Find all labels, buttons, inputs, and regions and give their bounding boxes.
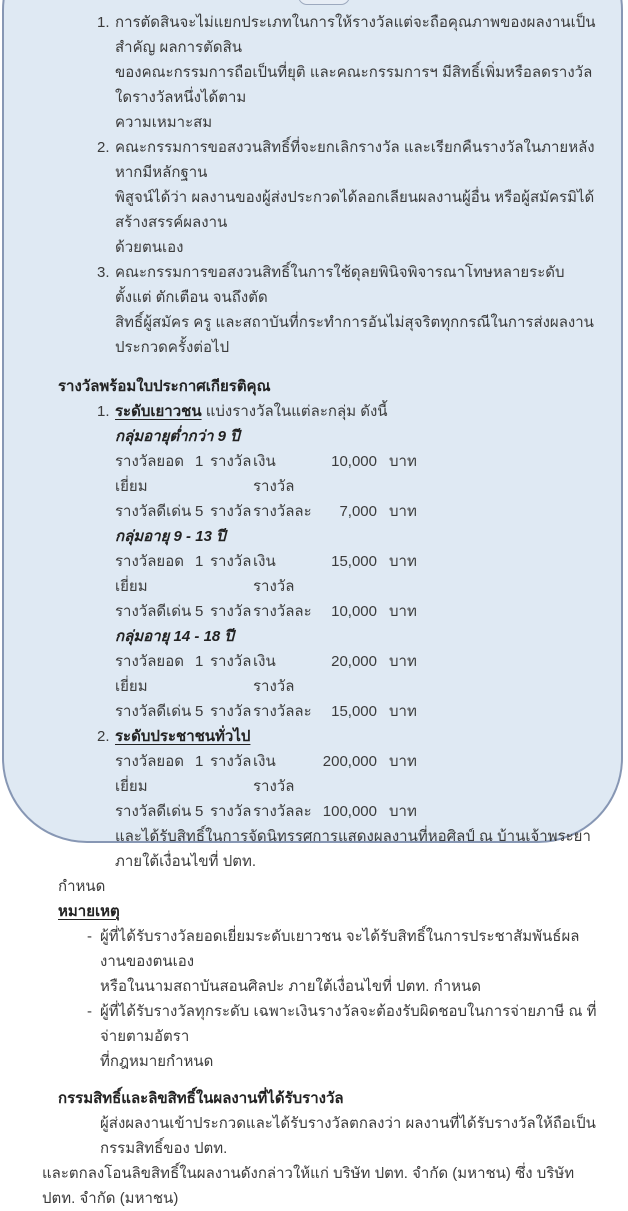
prize-unit: รางวัล <box>210 753 252 770</box>
prize-type: รางวัลละ <box>253 603 312 620</box>
prize-unit: รางวัล <box>210 803 252 820</box>
prize-count: 1 <box>195 453 204 470</box>
prize-type: เงินรางวัล <box>253 753 295 795</box>
prize-count: 1 <box>195 553 204 570</box>
rule-line: คณะกรรมการขอสงวนสิทธิ์ในการใช้ดุลยพินิจพิจารณาโทษหลายระดับตั้งแต่ ตักเตือน จนถึงตัด <box>115 264 565 306</box>
prize-type: รางวัลละ <box>253 703 312 720</box>
prize-count: 5 <box>195 603 204 620</box>
bullet-dash: - <box>87 928 92 945</box>
prize-unit: รางวัล <box>210 553 252 570</box>
prize-amount: 200,000 <box>322 753 377 770</box>
prize-currency: บาท <box>389 653 417 670</box>
prize-currency: บาท <box>389 453 417 470</box>
prize-label: รางวัลดีเด่น <box>115 703 192 720</box>
note-text <box>100 999 600 1074</box>
prize-type: เงินรางวัล <box>253 453 295 495</box>
prize-label: รางวัลยอดเยี่ยม <box>115 753 184 795</box>
rule-line: ความเหมาะสม <box>115 114 213 131</box>
prize-currency: บาท <box>389 753 417 770</box>
rule-line: ของคณะกรรมการถือเป็นที่ยุติ และคณะกรรมการฯ มีสิทธิ์เพิ่มหรือลดรางวัลใดรางวัลหนึ่งได้ตาม <box>115 64 593 106</box>
rule-text <box>115 260 600 360</box>
prize-unit: รางวัล <box>210 653 252 670</box>
prize-label: รางวัลดีเด่น <box>115 803 192 820</box>
rule-line: การตัดสินจะไม่แยกประเภทในการให้รางวัลแต่จะถือคุณภาพของผลงานเป็นสำคัญ ผลการตัดสิน <box>115 14 596 56</box>
prize-count: 5 <box>195 503 204 520</box>
note-bullet-1 <box>42 924 600 999</box>
rule-text <box>115 10 600 135</box>
prize-currency: บาท <box>389 803 417 820</box>
rule-line: คณะกรรมการขอสงวนสิทธิ์ที่จะยกเลิกรางวัล และเรียกคืนรางวัลในภายหลัง หากมีหลักฐาน <box>115 139 595 181</box>
rule-item-2 <box>42 135 600 260</box>
prize-row <box>115 599 600 624</box>
prize-currency: บาท <box>389 603 417 620</box>
prize-unit: รางวัล <box>210 453 252 470</box>
prize-currency: บาท <box>389 553 417 570</box>
prize-row <box>115 649 600 699</box>
prize-unit: รางวัล <box>210 603 252 620</box>
prize-label: รางวัลดีเด่น <box>115 603 192 620</box>
award-heading-rest: แบ่งรางวัลในแต่ละกลุ่ม ดังนี้ <box>201 403 388 420</box>
prize-count: 1 <box>195 753 204 770</box>
rule-number: 3. <box>97 264 110 281</box>
rule-number: 1. <box>97 14 110 31</box>
prize-label: รางวัลดีเด่น <box>115 503 192 520</box>
awards-section-title: รางวัลพร้อมใบประกาศเกียรติคุณ <box>58 378 271 395</box>
copyright-paragraph-line-2: และตกลงโอนลิขสิทธิ์ในผลงานดังกล่าวให้แก่ บริษัท ปตท. จำกัด (มหาชน) ซึ่ง บริษัท ปตท. จำกัด (มหาชน) <box>42 1165 575 1207</box>
rule-line: ด้วยตนเอง <box>115 239 184 256</box>
exhibition-condition-line: และได้รับสิทธิ์ในการจัดนิทรรศการแสดงผลงานที่หอศิลป์ ณ บ้านเจ้าพระยา ภายใต้เงื่อนไขที่ ปตท. <box>115 828 591 870</box>
note-bullet-2 <box>42 999 600 1074</box>
prize-amount: 15,000 <box>331 703 377 720</box>
note-line: ผู้ที่ได้รับรางวัลทุกระดับ เฉพาะเงินรางวัลจะต้องรับผิดชอบในการจ่ายภาษี ณ ที่จ่ายตามอัตรา <box>100 1003 597 1045</box>
exhibition-condition-continuation: กำหนด <box>58 878 106 895</box>
award-heading-line <box>115 724 250 749</box>
prize-type: รางวัลละ <box>253 503 312 520</box>
rule-number: 2. <box>97 139 110 156</box>
prize-count: 1 <box>195 653 204 670</box>
prize-label: รางวัลยอดเยี่ยม <box>115 553 184 595</box>
prize-label: รางวัลยอดเยี่ยม <box>115 453 184 495</box>
award-level-general-public <box>42 724 600 749</box>
prize-currency: บาท <box>389 503 417 520</box>
age-group-9-13-title: กลุ่มอายุ 9 - 13 ปี <box>115 528 226 545</box>
prize-unit: รางวัล <box>210 703 252 720</box>
award-heading: ระดับเยาวชน <box>115 403 202 420</box>
prize-row <box>115 749 600 799</box>
prize-amount: 10,000 <box>331 603 377 620</box>
prize-amount: 15,000 <box>331 553 377 570</box>
prize-type: เงินรางวัล <box>253 553 295 595</box>
award-number: 1. <box>97 403 110 420</box>
prize-row <box>115 549 600 599</box>
rule-item-1 <box>42 10 600 135</box>
rule-text <box>115 135 600 260</box>
note-line: หรือในนามสถาบันสอนศิลปะ ภายใต้เงื่อนไขที่ ปตท. กำหนด <box>100 978 482 995</box>
prize-currency: บาท <box>389 703 417 720</box>
prize-row <box>115 799 600 824</box>
prize-type: เงินรางวัล <box>253 653 295 695</box>
prize-count: 5 <box>195 703 204 720</box>
bullet-dash: - <box>87 1003 92 1020</box>
rule-line: สิทธิ์ผู้สมัคร ครู และสถาบันที่กระทำการอันไม่สุจริตทุกกรณีในการส่งผลงานประกวดครั้งต่อไป <box>115 314 594 356</box>
age-group-14-18-title: กลุ่มอายุ 14 - 18 ปี <box>115 628 234 645</box>
note-text <box>100 924 600 999</box>
prize-label: รางวัลยอดเยี่ยม <box>115 653 184 695</box>
prize-row <box>115 449 600 499</box>
rule-item-3 <box>42 260 600 360</box>
copyright-section-title: กรรมสิทธิ์และลิขสิทธิ์ในผลงานที่ได้รับรางวัล <box>58 1090 344 1107</box>
prize-row <box>115 699 600 724</box>
award-heading-line <box>115 399 388 424</box>
rule-line: พิสูจน์ได้ว่า ผลงานของผู้ส่งประกวดได้ลอกเลียนผลงานผู้อื่น หรือผู้สมัครมิได้สร้างสรรค์ผลงาน <box>115 189 595 231</box>
prize-count: 5 <box>195 803 204 820</box>
award-number: 2. <box>97 728 110 745</box>
award-level-youth <box>42 399 600 424</box>
award-heading: ระดับประชาชนทั่วไป <box>115 728 251 745</box>
prize-unit: รางวัล <box>210 503 252 520</box>
prize-amount: 10,000 <box>331 453 377 470</box>
prize-amount: 100,000 <box>322 803 377 820</box>
prize-amount: 7,000 <box>339 503 377 520</box>
note-line: ที่กฎหมายกำหนด <box>100 1053 214 1070</box>
prize-row <box>115 499 600 524</box>
notes-section-title: หมายเหตุ <box>58 903 120 920</box>
copyright-paragraph-line-1: ผู้ส่งผลงานเข้าประกวดและได้รับรางวัลตกลงว่า ผลงานที่ได้รับรางวัลให้ถือเป็นกรรมสิทธิ์ของ ปตท. <box>100 1115 596 1157</box>
note-line: ผู้ที่ได้รับรางวัลยอดเยี่ยมระดับเยาวชน จะได้รับสิทธิ์ในการประชาสัมพันธ์ผลงานของตนเอง <box>100 928 580 970</box>
age-group-under9-title: กลุ่มอายุต่ำกว่า 9 ปี <box>115 428 240 445</box>
prize-type: รางวัลละ <box>253 803 312 820</box>
prize-amount: 20,000 <box>331 653 377 670</box>
